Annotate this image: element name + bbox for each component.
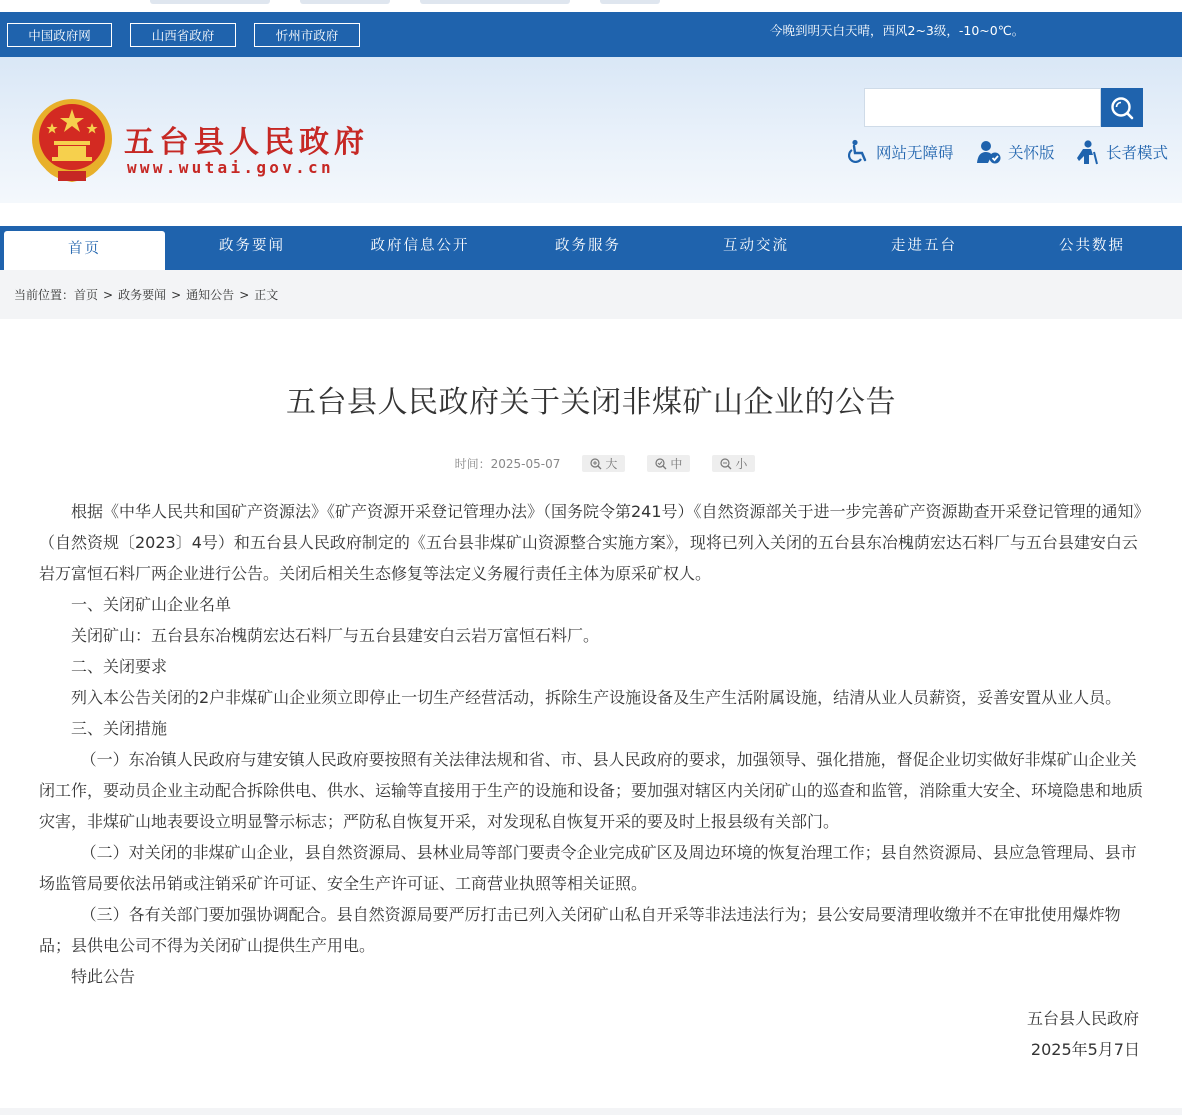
- font-medium-button[interactable]: [647, 455, 690, 472]
- paragraph: （一）东冶镇人民政府与建安镇人民政府要按照有关法律法规和省、市、县人民政府的要求，加强领导、强化措施，督促企业切实做好非煤矿山企业关闭工作，要动员企业主动配合拆除供电、供水、运输等直接用于生产的设施和设备；要加强对辖区内关闭矿山的巡查和监管，消除重大安全、环境隐患和地质灾害，非煤矿山地表要设立明显警示标志；严防私自恢复开采，对发现私自恢复开采的要及时上报县级有关部门。: [39, 750, 1144, 831]
- nav-item-public-data[interactable]: 公共数据: [1059, 238, 1125, 254]
- site-url: www.wutai.gov.cn: [127, 158, 334, 177]
- care-mode-button[interactable]: [976, 139, 1055, 165]
- font-medium-label: 中: [670, 457, 683, 471]
- elder-icon: [1074, 139, 1100, 165]
- font-small-button[interactable]: [712, 455, 755, 472]
- site-title: 五台县人民政府: [124, 125, 369, 160]
- section-heading: 一、关闭矿山企业名单: [71, 595, 232, 614]
- paragraph: （二）对关闭的非煤矿山企业，县自然资源局、县林业局等部门要责令企业完成矿区及周边环境的恢复治理工作；县自然资源局、县应急管理局、县市场监管局要依法吊销或注销采矿许可证、安全生产许可证、工商营业执照等相关证照。: [39, 843, 1137, 893]
- section-heading: 二、关闭要求: [71, 657, 168, 676]
- main-nav: [0, 226, 1182, 270]
- zoom-in-icon: [590, 458, 602, 470]
- paragraph: 列入本公告关闭的2户非煤矿山企业须立即停止一切生产经营活动，拆除生产设施设备及生产生活附属设施，结清从业人员薪资，妥善安置从业人员。: [71, 688, 1122, 707]
- breadcrumb-separator: >: [103, 287, 114, 302]
- section-heading: 三、关闭措施: [71, 719, 168, 738]
- national-emblem-icon: [28, 95, 116, 185]
- accessibility-button[interactable]: [846, 139, 954, 165]
- link-shanxi-gov[interactable]: 山西省政府: [130, 23, 236, 47]
- search-input[interactable]: [864, 88, 1101, 127]
- signature-block: [0, 1003, 1139, 1065]
- paragraph: 根据《中华人民共和国矿产资源法》《矿产资源开采登记管理办法》（国务院令第241号）《自然资源部关于进一步完善矿产资源勘查开采登记管理的通知》（自然资规〔2023〕4号）和五台县人民政府制定的《五台县非煤矿山资源整合实施方案》，现将已列入关闭的五台县东冶槐荫宏达石料厂与五台县建安白云岩万富恒石料厂两企业进行公告。关闭后相关生态修复等法定义务履行责任主体为原采矿权人。: [39, 502, 1142, 583]
- breadcrumb-notices[interactable]: 通知公告: [186, 288, 235, 302]
- breadcrumb-label: 当前位置：: [14, 288, 75, 302]
- top-bar: [0, 12, 1182, 57]
- elder-mode-label: 长者模式: [1106, 144, 1169, 162]
- elder-mode-button[interactable]: [1074, 139, 1168, 165]
- zoom-out-icon: [720, 458, 732, 470]
- zoom-reset-icon: [655, 458, 667, 470]
- accessibility-label: 网站无障碍: [876, 144, 954, 162]
- breadcrumb-news[interactable]: 政务要闻: [118, 288, 167, 302]
- care-mode-label: 关怀版: [1008, 144, 1055, 162]
- nav-spacer: [0, 203, 1182, 226]
- nav-item-about-wutai[interactable]: 走进五台: [891, 238, 957, 254]
- breadcrumb-current: 正文: [254, 288, 279, 302]
- breadcrumb: [0, 270, 1182, 319]
- nav-item-news[interactable]: 政务要闻: [219, 238, 285, 254]
- link-china-gov[interactable]: 中国政府网: [7, 23, 112, 47]
- closing-line: 特此公告: [71, 967, 136, 986]
- top-fade-strip: [0, 0, 1182, 12]
- font-large-button[interactable]: [582, 455, 625, 472]
- nav-item-gov-info[interactable]: 政府信息公开: [370, 238, 470, 254]
- breadcrumb-home[interactable]: 首页: [74, 288, 99, 302]
- article-body: [39, 496, 1143, 992]
- nav-item-home[interactable]: 首页: [4, 231, 165, 270]
- search-icon: [1109, 95, 1135, 121]
- signature-org: 五台县人民政府: [1026, 1009, 1139, 1028]
- breadcrumb-separator: >: [239, 287, 250, 302]
- breadcrumb-separator: >: [171, 287, 182, 302]
- care-user-icon: [976, 139, 1002, 165]
- font-small-label: 小: [735, 457, 748, 471]
- article-meta: [0, 455, 1182, 472]
- link-xinzhou-gov[interactable]: 忻州市政府: [254, 23, 360, 47]
- wheelchair-icon: [846, 139, 870, 165]
- weather-text: 今晚到明天白天晴，西风2~3级，-10~0℃。: [770, 23, 1025, 38]
- footer-edge: [0, 1108, 1182, 1115]
- header-banner: [0, 57, 1182, 203]
- publish-date: 2025-05-07: [490, 456, 561, 471]
- article-title: 五台县人民政府关于关闭非煤矿山企业的公告: [286, 385, 896, 420]
- paragraph: （三）各有关部门要加强协调配合。县自然资源局要严厉打击已列入关闭矿山私自开采等非法违法行为；县公安局要清理收缴并不在审批使用爆炸物品；县供电公司不得为关闭矿山提供生产用电。: [39, 905, 1121, 955]
- signature-date: 2025年5月7日: [1030, 1040, 1140, 1059]
- font-large-label: 大: [605, 457, 618, 471]
- paragraph: 关闭矿山：五台县东冶槐荫宏达石料厂与五台县建安白云岩万富恒石料厂。: [71, 626, 600, 645]
- nav-item-services[interactable]: 政务服务: [555, 238, 621, 254]
- search-button[interactable]: [1101, 88, 1143, 127]
- time-label: 时间：: [454, 457, 491, 471]
- nav-item-interaction[interactable]: 互动交流: [723, 238, 789, 254]
